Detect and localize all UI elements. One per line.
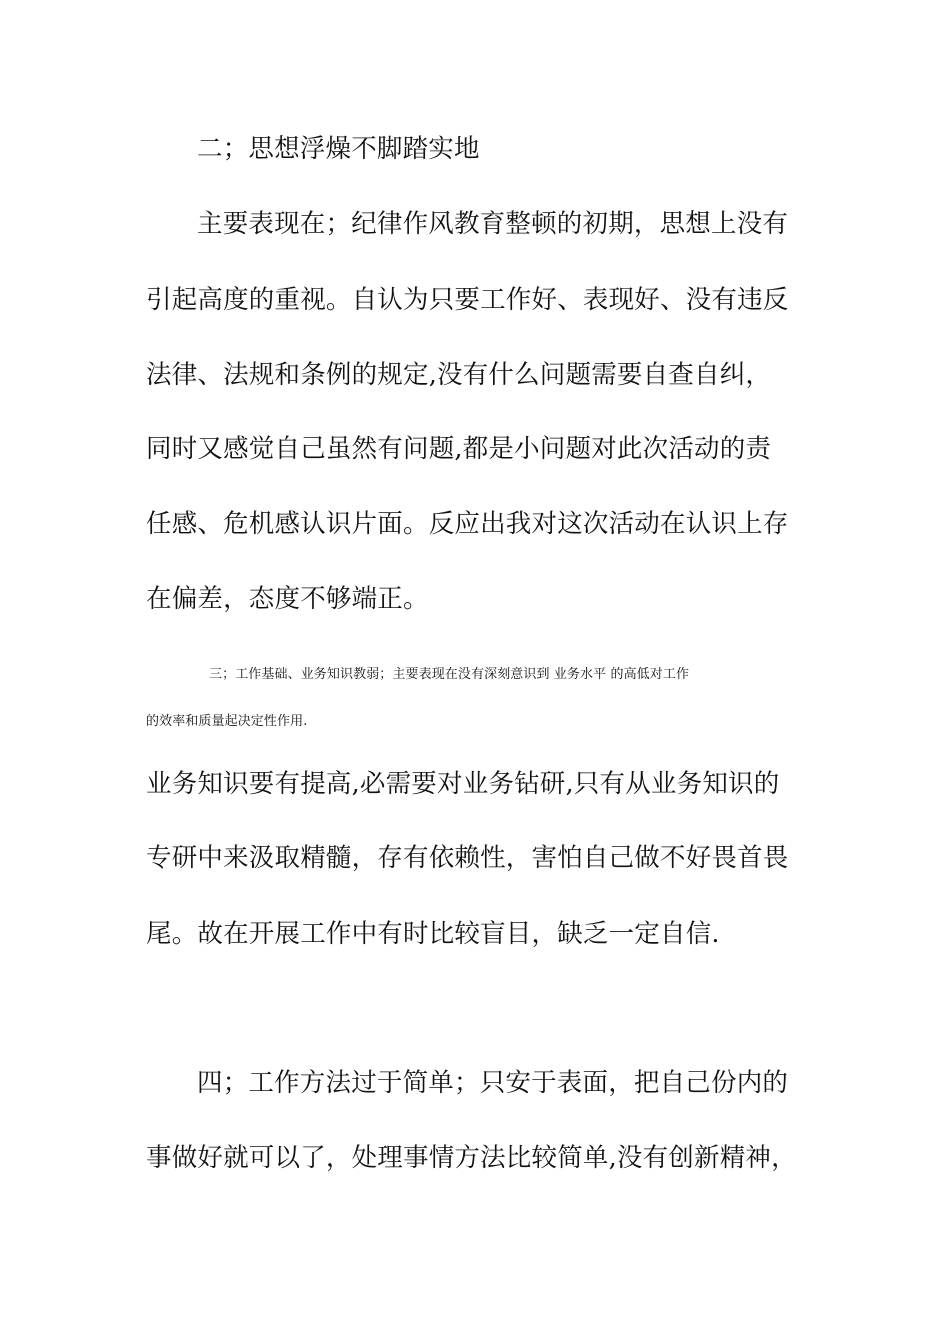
section-3-small-heading-line: 三；工作基础、业务知识教弱；主要表现在没有深刻意识到 业务水平 的高低对工作 <box>209 667 690 682</box>
section-3-paragraph-line: 尾。故在开展工作中有时比较盲目，缺乏一定自信. <box>146 919 720 949</box>
section-2-paragraph-line: 同时又感觉自己虽然有问题,都是小问题对此次活动的责 <box>146 434 772 464</box>
section-4-paragraph-line: 事做好就可以了，处理事情方法比较简单,没有创新精神， <box>146 1143 797 1173</box>
section-3-small-heading-line: 的效率和质量起决定性作用. <box>146 714 308 729</box>
section-2-paragraph-line: 法律、法规和条例的规定,没有什么问题需要自查自纠， <box>146 360 772 390</box>
section-3-paragraph-line: 专研中来汲取精髓，存有依赖性，害怕自己做不好畏首畏 <box>146 843 789 873</box>
section-2-paragraph-line: 引起高度的重视。自认为只要工作好、表现好、没有违反 <box>146 285 789 315</box>
section-2-paragraph-line: 在偏差，态度不够端正。 <box>146 584 429 614</box>
section-2-heading: 二；思想浮燥不脚踏实地 <box>197 134 480 164</box>
section-2-paragraph-line: 任感、危机感认识片面。反应出我对这次活动在认识上存 <box>146 509 789 539</box>
section-4-paragraph-line: 四；工作方法过于简单；只安于表面，把自己份内的 <box>197 1068 789 1098</box>
section-2-paragraph-line: 主要表现在；纪律作风教育整顿的初期，思想上没有 <box>197 209 789 239</box>
section-3-paragraph-line: 业务知识要有提高,必需要对业务钻研,只有从业务知识的 <box>146 769 780 799</box>
